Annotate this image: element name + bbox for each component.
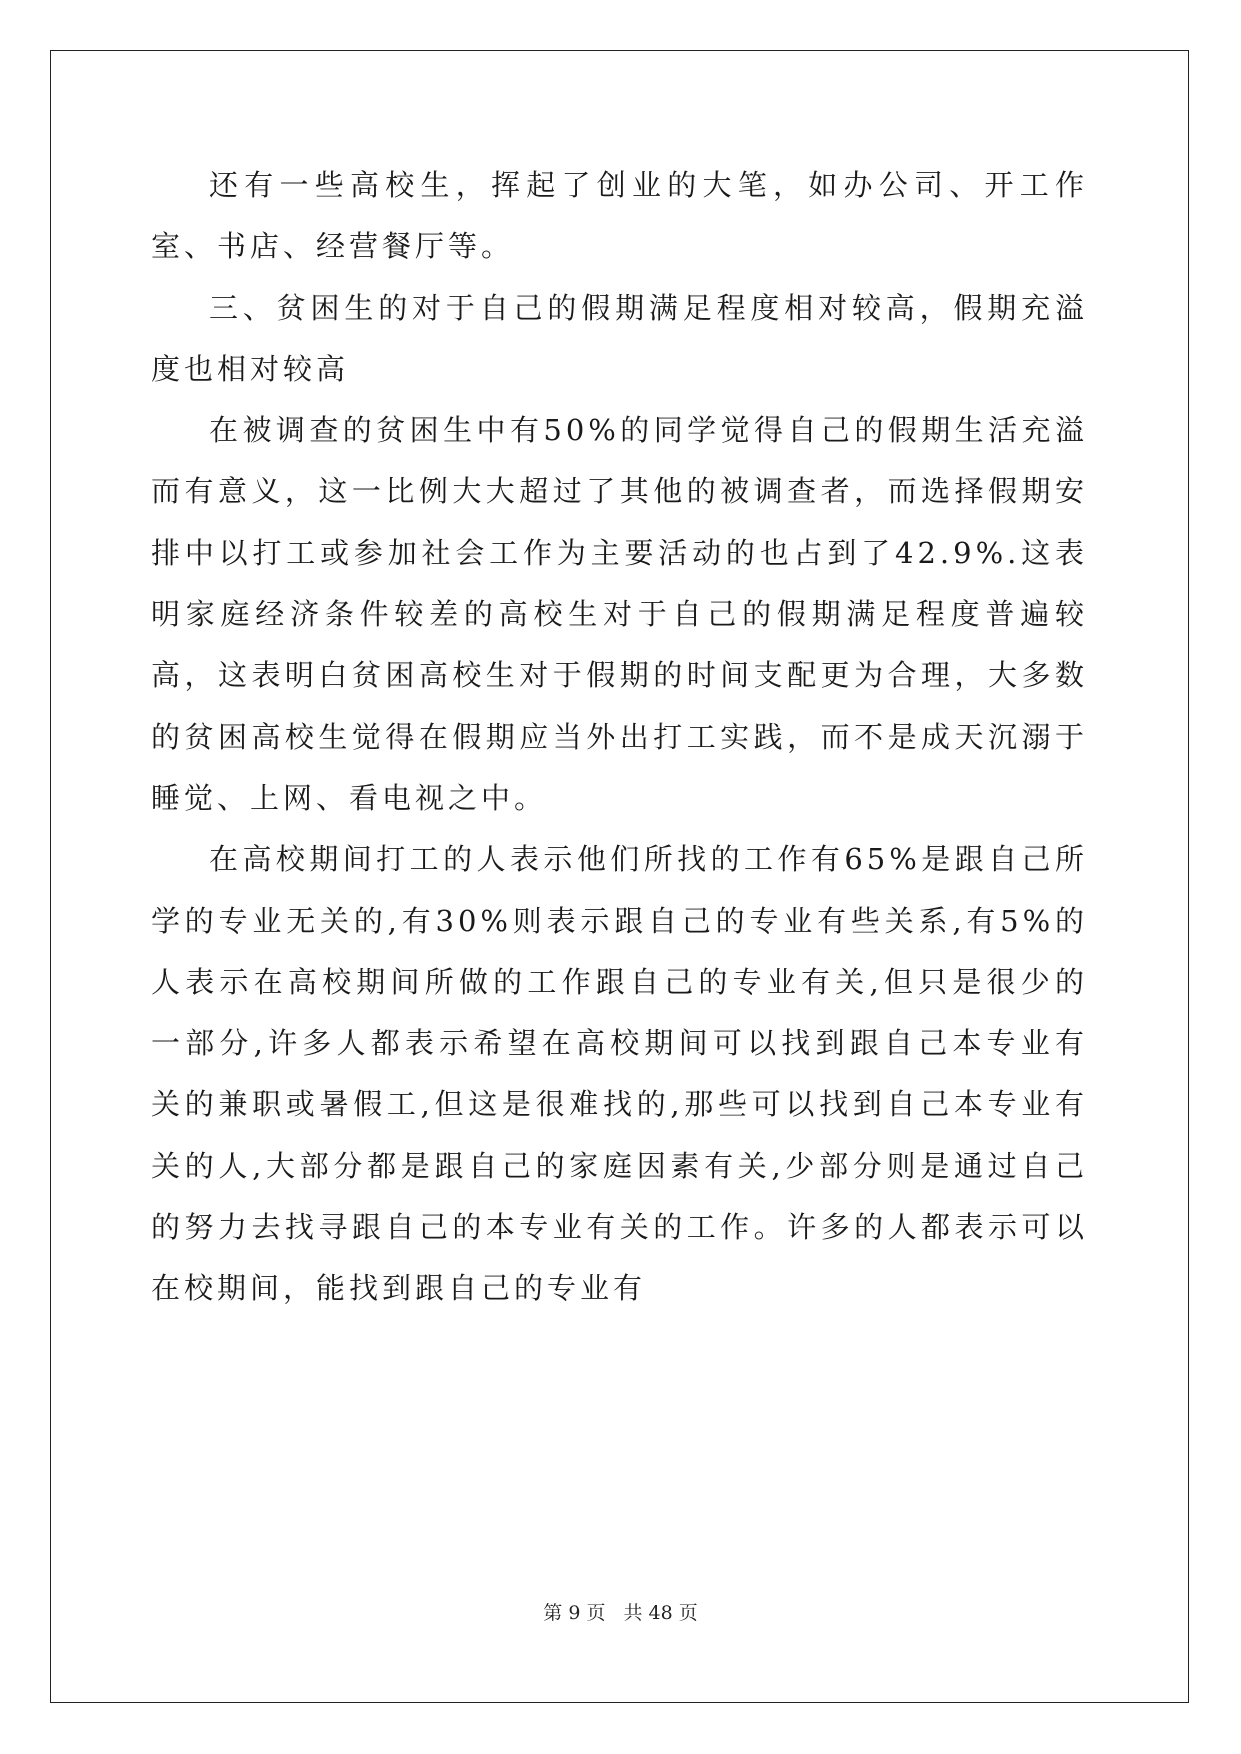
paragraph-survey-results: 在被调查的贫困生中有50%的同学觉得自己的假期生活充溢而有意义，这一比例大大超过了其他的被调查者，而选择假期安排中以打工或参加社会工作为主要活动的也占到了42.9%.这表明家庭经济条件较差的高校生对于自己的假期满足程度普遍较高，这表明白贫困高校生对于假期的时间支配更为合理，大多数的贫困高校生觉得在假期应当外出打工实践，而不是成天沉溺于睡觉、上网、看电视之中。 [151,413,1088,815]
paragraph-entrepreneurship: 还有一些高校生，挥起了创业的大笔，如办公司、开工作室、书店、经营餐厅等。 [151,168,1088,264]
page-footer [0,1601,1241,1625]
section-heading-poor-students: 三、贫困生的对于自己的假期满足程度相对较高，假期充溢度也相对较高 [151,290,1088,386]
page-number: 第 9 页 [543,1602,606,1624]
page-total: 共 48 页 [623,1602,698,1624]
paragraph-part-time-work: 在高校期间打工的人表示他们所找的工作有65%是跟自己所学的专业无关的,有30%则表示跟自己的专业有些关系,有5%的人表示在高校期间所做的工作跟自己的专业有关,但只是很少的一部分,许多人都表示希望在高校期间可以找到跟自己本专业有关的兼职或暑假工,但这是很难找的,那些可以找到自己本专业有关的人,大部分都是跟自己的家庭因素有关,少部分则是通过自己的努力去找寻跟自己的本专业有关的工作。许多的人都表示可以在校期间，能找到跟自己的专业有 [151,842,1088,1306]
document-body [151,155,1088,1320]
